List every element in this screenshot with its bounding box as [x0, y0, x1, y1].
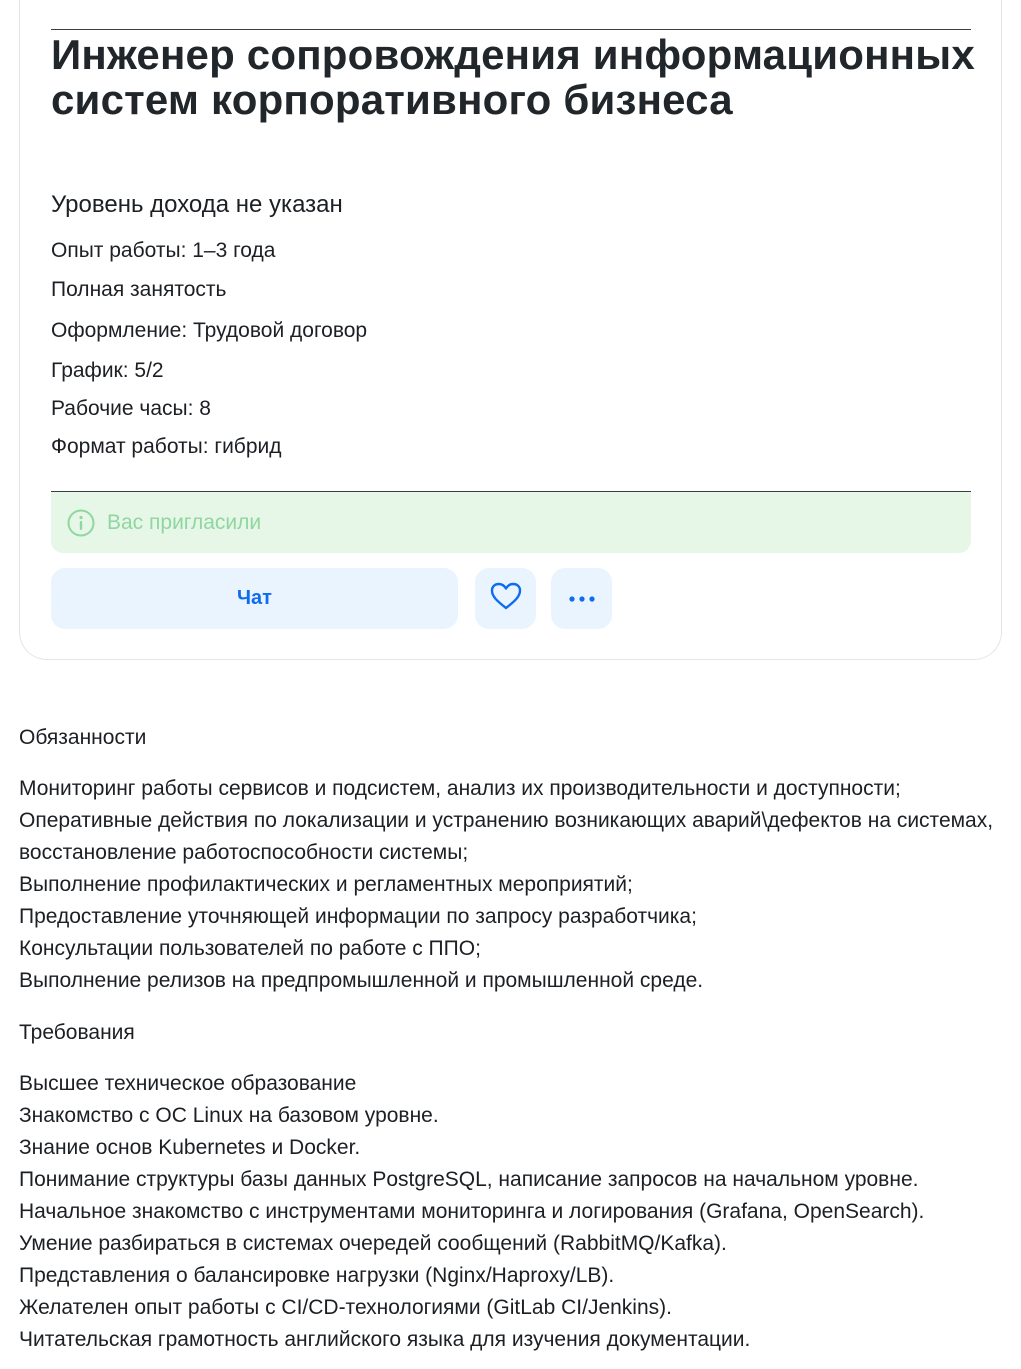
heart-icon [489, 581, 523, 616]
fact-hours: Рабочие часы: 8 [51, 397, 211, 420]
more-dots-icon [568, 590, 596, 608]
list-item: Выполнение профилактических и регламентных мероприятий; [19, 873, 633, 896]
list-item: Знакомство с ОС Linux на базовом уровне. [19, 1104, 439, 1127]
list-item: Умение разбираться в системах очередей сообщений (RabbitMQ/Kafka). [19, 1232, 727, 1255]
requirements-list [19, 1068, 1009, 1356]
divider [51, 29, 971, 30]
list-item: Консультации пользователей по работе с ППО; [19, 937, 481, 960]
fact-work-format: Формат работы: гибрид [51, 435, 282, 458]
list-item: Понимание структуры базы данных PostgreSQL, написание запросов на начальном уровне. [19, 1168, 919, 1191]
vacancy-card [19, 0, 1002, 660]
duties-list [19, 773, 1009, 997]
vacancy-title: Инженер сопровождения информационных систем корпоративного бизнеса [51, 31, 975, 123]
list-item: Представления о балансировке нагрузки (Nginx/Haproxy/LB). [19, 1264, 615, 1287]
vacancy-facts [51, 236, 367, 459]
list-item: Знание основ Kubernetes и Docker. [19, 1136, 361, 1159]
chat-button[interactable]: Чат [51, 568, 458, 629]
list-item: Читательская грамотность английского языка для изучения документации. [19, 1328, 751, 1351]
fact-employment: Полная занятость [51, 278, 227, 301]
list-item: Начальное знакомство с инструментами мониторинга и логирования (Grafana, OpenSearch). [19, 1200, 925, 1223]
list-item: Выполнение релизов на предпромышленной и промышленной среде. [19, 969, 704, 992]
requirements-heading: Требования [19, 1021, 135, 1044]
more-button[interactable] [551, 568, 612, 629]
list-item: Высшее техническое образование [19, 1072, 357, 1095]
list-item: Мониторинг работы сервисов и подсистем, анализ их производительности и доступности; [19, 777, 901, 800]
notice-text: Вас пригласили [107, 510, 262, 534]
list-item: Предоставление уточняющей информации по запросу разработчика; [19, 905, 697, 928]
duties-heading: Обязанности [19, 726, 147, 749]
fact-schedule: График: 5/2 [51, 359, 164, 382]
list-item: Желателен опыт работы с CI/CD-технологиями (GitLab CI/Jenkins). [19, 1296, 672, 1319]
invitation-notice [51, 491, 971, 553]
favorite-button[interactable] [475, 568, 536, 629]
list-item: Оперативные действия по локализации и устранению возникающих аварий\дефектов на системах, восстановление работоспособности системы; [19, 809, 994, 864]
fact-experience: Опыт работы: 1–3 года [51, 239, 276, 262]
salary-label: Уровень дохода не указан [51, 191, 343, 218]
info-icon [66, 508, 96, 538]
fact-contract: Оформление: Трудовой договор [51, 319, 368, 342]
